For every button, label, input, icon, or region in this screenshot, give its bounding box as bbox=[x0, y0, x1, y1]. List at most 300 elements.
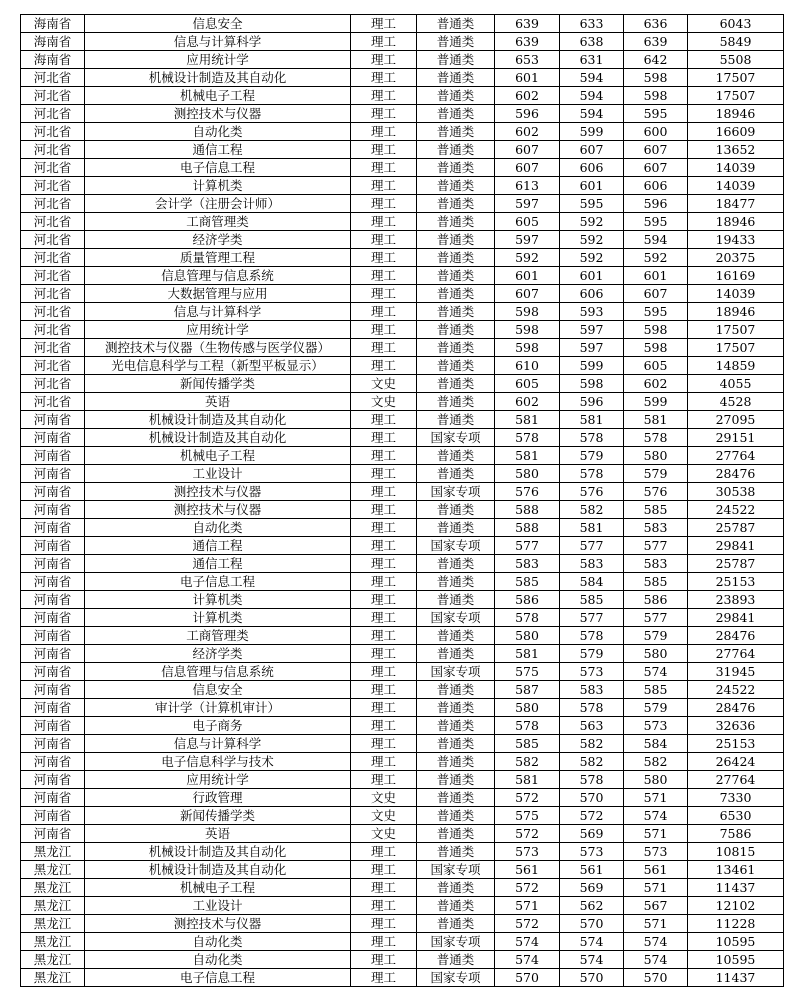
subject-type-cell: 理工 bbox=[351, 627, 417, 645]
admission-category-cell: 普通类 bbox=[417, 951, 495, 969]
subject-type-cell: 理工 bbox=[351, 771, 417, 789]
min-rank-cell: 14039 bbox=[688, 285, 784, 303]
subject-type-cell: 理工 bbox=[351, 861, 417, 879]
table-row bbox=[21, 519, 784, 537]
province-cell: 河北省 bbox=[21, 159, 85, 177]
min-rank-cell: 27764 bbox=[688, 771, 784, 789]
admission-category-cell: 普通类 bbox=[417, 375, 495, 393]
subject-type-cell: 理工 bbox=[351, 267, 417, 285]
major-cell: 自动化类 bbox=[85, 951, 351, 969]
table-row bbox=[21, 177, 784, 195]
max-score-cell: 605 bbox=[495, 213, 560, 231]
major-cell: 信息管理与信息系统 bbox=[85, 267, 351, 285]
table-row bbox=[21, 33, 784, 51]
province-cell: 河南省 bbox=[21, 519, 85, 537]
admission-category-cell: 普通类 bbox=[417, 915, 495, 933]
major-cell: 大数据管理与应用 bbox=[85, 285, 351, 303]
max-score-cell: 601 bbox=[495, 267, 560, 285]
max-score-cell: 602 bbox=[495, 123, 560, 141]
min-rank-cell: 26424 bbox=[688, 753, 784, 771]
max-score-cell: 580 bbox=[495, 465, 560, 483]
admission-category-cell: 普通类 bbox=[417, 51, 495, 69]
table-row bbox=[21, 213, 784, 231]
table-row bbox=[21, 735, 784, 753]
province-cell: 黑龙江 bbox=[21, 969, 85, 987]
max-score-cell: 601 bbox=[495, 69, 560, 87]
subject-type-cell: 理工 bbox=[351, 33, 417, 51]
avg-score-cell: 598 bbox=[624, 339, 688, 357]
major-cell: 测控技术与仪器 bbox=[85, 105, 351, 123]
table-row bbox=[21, 141, 784, 159]
subject-type-cell: 理工 bbox=[351, 501, 417, 519]
province-cell: 河北省 bbox=[21, 141, 85, 159]
subject-type-cell: 理工 bbox=[351, 537, 417, 555]
admission-category-cell: 普通类 bbox=[417, 213, 495, 231]
major-cell: 测控技术与仪器（生物传感与医学仪器） bbox=[85, 339, 351, 357]
min-rank-cell: 13652 bbox=[688, 141, 784, 159]
table-row bbox=[21, 879, 784, 897]
major-cell: 自动化类 bbox=[85, 123, 351, 141]
table-row bbox=[21, 15, 784, 33]
admission-category-cell: 国家专项 bbox=[417, 861, 495, 879]
major-cell: 机械设计制造及其自动化 bbox=[85, 69, 351, 87]
major-cell: 工商管理类 bbox=[85, 627, 351, 645]
max-score-cell: 586 bbox=[495, 591, 560, 609]
avg-score-cell: 574 bbox=[624, 951, 688, 969]
table-row bbox=[21, 789, 784, 807]
avg-score-cell: 576 bbox=[624, 483, 688, 501]
admission-category-cell: 普通类 bbox=[417, 519, 495, 537]
province-cell: 河北省 bbox=[21, 87, 85, 105]
table-row bbox=[21, 411, 784, 429]
max-score-cell: 581 bbox=[495, 411, 560, 429]
min-rank-cell: 30538 bbox=[688, 483, 784, 501]
major-cell: 自动化类 bbox=[85, 519, 351, 537]
admission-category-cell: 普通类 bbox=[417, 645, 495, 663]
min-score-cell: 633 bbox=[560, 15, 624, 33]
admission-category-cell: 普通类 bbox=[417, 69, 495, 87]
max-score-cell: 572 bbox=[495, 879, 560, 897]
min-rank-cell: 19433 bbox=[688, 231, 784, 249]
subject-type-cell: 理工 bbox=[351, 591, 417, 609]
table-row bbox=[21, 105, 784, 123]
admission-score-table-container bbox=[20, 14, 784, 987]
subject-type-cell: 理工 bbox=[351, 15, 417, 33]
avg-score-cell: 567 bbox=[624, 897, 688, 915]
avg-score-cell: 580 bbox=[624, 645, 688, 663]
avg-score-cell: 598 bbox=[624, 87, 688, 105]
table-row bbox=[21, 897, 784, 915]
subject-type-cell: 理工 bbox=[351, 699, 417, 717]
subject-type-cell: 理工 bbox=[351, 681, 417, 699]
admission-category-cell: 普通类 bbox=[417, 177, 495, 195]
admission-category-cell: 普通类 bbox=[417, 87, 495, 105]
subject-type-cell: 文史 bbox=[351, 807, 417, 825]
max-score-cell: 607 bbox=[495, 285, 560, 303]
avg-score-cell: 592 bbox=[624, 249, 688, 267]
admission-category-cell: 普通类 bbox=[417, 195, 495, 213]
admission-category-cell: 普通类 bbox=[417, 825, 495, 843]
max-score-cell: 587 bbox=[495, 681, 560, 699]
province-cell: 河南省 bbox=[21, 483, 85, 501]
province-cell: 黑龙江 bbox=[21, 843, 85, 861]
min-score-cell: 581 bbox=[560, 411, 624, 429]
province-cell: 黑龙江 bbox=[21, 951, 85, 969]
province-cell: 河北省 bbox=[21, 105, 85, 123]
max-score-cell: 573 bbox=[495, 843, 560, 861]
min-score-cell: 599 bbox=[560, 357, 624, 375]
admission-category-cell: 普通类 bbox=[417, 321, 495, 339]
subject-type-cell: 理工 bbox=[351, 231, 417, 249]
min-score-cell: 592 bbox=[560, 249, 624, 267]
subject-type-cell: 理工 bbox=[351, 969, 417, 987]
min-score-cell: 638 bbox=[560, 33, 624, 51]
subject-type-cell: 理工 bbox=[351, 573, 417, 591]
max-score-cell: 576 bbox=[495, 483, 560, 501]
avg-score-cell: 577 bbox=[624, 609, 688, 627]
province-cell: 河南省 bbox=[21, 573, 85, 591]
min-score-cell: 592 bbox=[560, 213, 624, 231]
min-score-cell: 572 bbox=[560, 807, 624, 825]
avg-score-cell: 574 bbox=[624, 663, 688, 681]
min-score-cell: 578 bbox=[560, 627, 624, 645]
table-row bbox=[21, 321, 784, 339]
major-cell: 电子信息科学与技术 bbox=[85, 753, 351, 771]
min-rank-cell: 25787 bbox=[688, 519, 784, 537]
subject-type-cell: 理工 bbox=[351, 951, 417, 969]
admission-category-cell: 普通类 bbox=[417, 33, 495, 51]
min-rank-cell: 32636 bbox=[688, 717, 784, 735]
major-cell: 应用统计学 bbox=[85, 51, 351, 69]
province-cell: 黑龙江 bbox=[21, 933, 85, 951]
avg-score-cell: 636 bbox=[624, 15, 688, 33]
avg-score-cell: 600 bbox=[624, 123, 688, 141]
avg-score-cell: 585 bbox=[624, 681, 688, 699]
avg-score-cell: 571 bbox=[624, 789, 688, 807]
min-score-cell: 562 bbox=[560, 897, 624, 915]
avg-score-cell: 639 bbox=[624, 33, 688, 51]
min-score-cell: 597 bbox=[560, 339, 624, 357]
table-row bbox=[21, 591, 784, 609]
avg-score-cell: 598 bbox=[624, 321, 688, 339]
table-row bbox=[21, 375, 784, 393]
subject-type-cell: 理工 bbox=[351, 717, 417, 735]
subject-type-cell: 理工 bbox=[351, 339, 417, 357]
max-score-cell: 605 bbox=[495, 375, 560, 393]
subject-type-cell: 理工 bbox=[351, 519, 417, 537]
major-cell: 测控技术与仪器 bbox=[85, 483, 351, 501]
province-cell: 河北省 bbox=[21, 195, 85, 213]
admission-category-cell: 普通类 bbox=[417, 15, 495, 33]
avg-score-cell: 586 bbox=[624, 591, 688, 609]
table-row bbox=[21, 645, 784, 663]
max-score-cell: 607 bbox=[495, 159, 560, 177]
min-rank-cell: 31945 bbox=[688, 663, 784, 681]
min-rank-cell: 25153 bbox=[688, 735, 784, 753]
avg-score-cell: 606 bbox=[624, 177, 688, 195]
min-score-cell: 598 bbox=[560, 375, 624, 393]
min-rank-cell: 27764 bbox=[688, 645, 784, 663]
table-row bbox=[21, 825, 784, 843]
table-row bbox=[21, 123, 784, 141]
avg-score-cell: 579 bbox=[624, 699, 688, 717]
avg-score-cell: 577 bbox=[624, 537, 688, 555]
max-score-cell: 581 bbox=[495, 645, 560, 663]
province-cell: 河南省 bbox=[21, 501, 85, 519]
table-row bbox=[21, 195, 784, 213]
major-cell: 电子商务 bbox=[85, 717, 351, 735]
avg-score-cell: 578 bbox=[624, 429, 688, 447]
max-score-cell: 610 bbox=[495, 357, 560, 375]
max-score-cell: 639 bbox=[495, 33, 560, 51]
admission-category-cell: 普通类 bbox=[417, 231, 495, 249]
min-rank-cell: 17507 bbox=[688, 69, 784, 87]
subject-type-cell: 理工 bbox=[351, 69, 417, 87]
admission-category-cell: 普通类 bbox=[417, 285, 495, 303]
table-row bbox=[21, 69, 784, 87]
admission-category-cell: 普通类 bbox=[417, 789, 495, 807]
major-cell: 机械设计制造及其自动化 bbox=[85, 429, 351, 447]
subject-type-cell: 理工 bbox=[351, 51, 417, 69]
min-score-cell: 594 bbox=[560, 105, 624, 123]
major-cell: 质量管理工程 bbox=[85, 249, 351, 267]
min-score-cell: 563 bbox=[560, 717, 624, 735]
min-rank-cell: 10595 bbox=[688, 933, 784, 951]
avg-score-cell: 607 bbox=[624, 141, 688, 159]
subject-type-cell: 理工 bbox=[351, 321, 417, 339]
avg-score-cell: 574 bbox=[624, 933, 688, 951]
min-score-cell: 582 bbox=[560, 501, 624, 519]
min-score-cell: 577 bbox=[560, 537, 624, 555]
avg-score-cell: 595 bbox=[624, 303, 688, 321]
avg-score-cell: 561 bbox=[624, 861, 688, 879]
min-score-cell: 570 bbox=[560, 789, 624, 807]
major-cell: 应用统计学 bbox=[85, 771, 351, 789]
subject-type-cell: 理工 bbox=[351, 213, 417, 231]
subject-type-cell: 理工 bbox=[351, 195, 417, 213]
min-score-cell: 606 bbox=[560, 159, 624, 177]
min-score-cell: 569 bbox=[560, 879, 624, 897]
major-cell: 机械设计制造及其自动化 bbox=[85, 411, 351, 429]
major-cell: 电子信息工程 bbox=[85, 969, 351, 987]
table-row bbox=[21, 249, 784, 267]
admission-category-cell: 普通类 bbox=[417, 159, 495, 177]
admission-category-cell: 普通类 bbox=[417, 357, 495, 375]
avg-score-cell: 583 bbox=[624, 519, 688, 537]
major-cell: 电子信息工程 bbox=[85, 573, 351, 591]
min-rank-cell: 4055 bbox=[688, 375, 784, 393]
major-cell: 测控技术与仪器 bbox=[85, 501, 351, 519]
subject-type-cell: 理工 bbox=[351, 933, 417, 951]
province-cell: 河南省 bbox=[21, 645, 85, 663]
subject-type-cell: 理工 bbox=[351, 609, 417, 627]
avg-score-cell: 571 bbox=[624, 825, 688, 843]
min-score-cell: 569 bbox=[560, 825, 624, 843]
table-row bbox=[21, 573, 784, 591]
min-score-cell: 594 bbox=[560, 87, 624, 105]
table-row bbox=[21, 537, 784, 555]
table-row bbox=[21, 627, 784, 645]
province-cell: 河南省 bbox=[21, 825, 85, 843]
major-cell: 信息与计算科学 bbox=[85, 303, 351, 321]
min-rank-cell: 29151 bbox=[688, 429, 784, 447]
table-row bbox=[21, 357, 784, 375]
min-rank-cell: 13461 bbox=[688, 861, 784, 879]
avg-score-cell: 598 bbox=[624, 69, 688, 87]
subject-type-cell: 理工 bbox=[351, 357, 417, 375]
admission-category-cell: 普通类 bbox=[417, 447, 495, 465]
min-score-cell: 607 bbox=[560, 141, 624, 159]
province-cell: 河南省 bbox=[21, 753, 85, 771]
min-rank-cell: 6530 bbox=[688, 807, 784, 825]
admission-category-cell: 普通类 bbox=[417, 267, 495, 285]
province-cell: 河南省 bbox=[21, 771, 85, 789]
avg-score-cell: 570 bbox=[624, 969, 688, 987]
min-score-cell: 578 bbox=[560, 771, 624, 789]
province-cell: 河北省 bbox=[21, 69, 85, 87]
province-cell: 河北省 bbox=[21, 267, 85, 285]
table-row bbox=[21, 429, 784, 447]
min-rank-cell: 11437 bbox=[688, 969, 784, 987]
admission-category-cell: 普通类 bbox=[417, 807, 495, 825]
max-score-cell: 574 bbox=[495, 933, 560, 951]
min-rank-cell: 16609 bbox=[688, 123, 784, 141]
table-row bbox=[21, 951, 784, 969]
avg-score-cell: 602 bbox=[624, 375, 688, 393]
min-rank-cell: 29841 bbox=[688, 537, 784, 555]
max-score-cell: 585 bbox=[495, 735, 560, 753]
max-score-cell: 653 bbox=[495, 51, 560, 69]
table-row bbox=[21, 609, 784, 627]
subject-type-cell: 文史 bbox=[351, 393, 417, 411]
major-cell: 信息安全 bbox=[85, 681, 351, 699]
major-cell: 新闻传播学类 bbox=[85, 807, 351, 825]
province-cell: 河北省 bbox=[21, 213, 85, 231]
max-score-cell: 588 bbox=[495, 519, 560, 537]
max-score-cell: 572 bbox=[495, 915, 560, 933]
province-cell: 河北省 bbox=[21, 177, 85, 195]
table-row bbox=[21, 285, 784, 303]
major-cell: 计算机类 bbox=[85, 591, 351, 609]
admission-category-cell: 普通类 bbox=[417, 339, 495, 357]
province-cell: 河南省 bbox=[21, 717, 85, 735]
table-row bbox=[21, 87, 784, 105]
min-rank-cell: 4528 bbox=[688, 393, 784, 411]
major-cell: 自动化类 bbox=[85, 933, 351, 951]
max-score-cell: 577 bbox=[495, 537, 560, 555]
min-rank-cell: 17507 bbox=[688, 339, 784, 357]
min-rank-cell: 24522 bbox=[688, 501, 784, 519]
max-score-cell: 598 bbox=[495, 339, 560, 357]
avg-score-cell: 595 bbox=[624, 105, 688, 123]
min-score-cell: 578 bbox=[560, 699, 624, 717]
max-score-cell: 580 bbox=[495, 627, 560, 645]
min-score-cell: 578 bbox=[560, 465, 624, 483]
province-cell: 河南省 bbox=[21, 663, 85, 681]
avg-score-cell: 573 bbox=[624, 717, 688, 735]
max-score-cell: 613 bbox=[495, 177, 560, 195]
admission-category-cell: 普通类 bbox=[417, 699, 495, 717]
subject-type-cell: 理工 bbox=[351, 645, 417, 663]
table-row bbox=[21, 915, 784, 933]
min-rank-cell: 27095 bbox=[688, 411, 784, 429]
province-cell: 河南省 bbox=[21, 537, 85, 555]
min-score-cell: 578 bbox=[560, 429, 624, 447]
min-rank-cell: 7330 bbox=[688, 789, 784, 807]
admission-category-cell: 普通类 bbox=[417, 555, 495, 573]
table-row bbox=[21, 861, 784, 879]
major-cell: 工业设计 bbox=[85, 465, 351, 483]
subject-type-cell: 理工 bbox=[351, 141, 417, 159]
subject-type-cell: 理工 bbox=[351, 123, 417, 141]
min-score-cell: 561 bbox=[560, 861, 624, 879]
min-rank-cell: 18946 bbox=[688, 213, 784, 231]
min-score-cell: 582 bbox=[560, 735, 624, 753]
province-cell: 黑龙江 bbox=[21, 861, 85, 879]
major-cell: 新闻传播学类 bbox=[85, 375, 351, 393]
avg-score-cell: 579 bbox=[624, 627, 688, 645]
province-cell: 海南省 bbox=[21, 51, 85, 69]
major-cell: 计算机类 bbox=[85, 609, 351, 627]
admission-score-table bbox=[20, 14, 784, 987]
major-cell: 电子信息工程 bbox=[85, 159, 351, 177]
province-cell: 河南省 bbox=[21, 465, 85, 483]
major-cell: 英语 bbox=[85, 825, 351, 843]
avg-score-cell: 642 bbox=[624, 51, 688, 69]
min-rank-cell: 29841 bbox=[688, 609, 784, 627]
major-cell: 信息安全 bbox=[85, 15, 351, 33]
subject-type-cell: 理工 bbox=[351, 249, 417, 267]
table-row bbox=[21, 501, 784, 519]
min-rank-cell: 25153 bbox=[688, 573, 784, 591]
min-score-cell: 574 bbox=[560, 951, 624, 969]
province-cell: 河南省 bbox=[21, 429, 85, 447]
province-cell: 黑龙江 bbox=[21, 879, 85, 897]
admission-category-cell: 国家专项 bbox=[417, 537, 495, 555]
admission-category-cell: 国家专项 bbox=[417, 969, 495, 987]
avg-score-cell: 583 bbox=[624, 555, 688, 573]
min-rank-cell: 14039 bbox=[688, 159, 784, 177]
subject-type-cell: 理工 bbox=[351, 897, 417, 915]
province-cell: 河北省 bbox=[21, 123, 85, 141]
avg-score-cell: 599 bbox=[624, 393, 688, 411]
max-score-cell: 581 bbox=[495, 447, 560, 465]
table-body bbox=[21, 15, 784, 987]
max-score-cell: 597 bbox=[495, 231, 560, 249]
admission-category-cell: 普通类 bbox=[417, 465, 495, 483]
max-score-cell: 571 bbox=[495, 897, 560, 915]
admission-category-cell: 普通类 bbox=[417, 573, 495, 591]
admission-category-cell: 普通类 bbox=[417, 141, 495, 159]
max-score-cell: 574 bbox=[495, 951, 560, 969]
min-rank-cell: 16169 bbox=[688, 267, 784, 285]
min-rank-cell: 11228 bbox=[688, 915, 784, 933]
province-cell: 河南省 bbox=[21, 447, 85, 465]
major-cell: 工商管理类 bbox=[85, 213, 351, 231]
admission-category-cell: 普通类 bbox=[417, 879, 495, 897]
max-score-cell: 572 bbox=[495, 825, 560, 843]
province-cell: 河南省 bbox=[21, 591, 85, 609]
major-cell: 应用统计学 bbox=[85, 321, 351, 339]
min-rank-cell: 10815 bbox=[688, 843, 784, 861]
avg-score-cell: 574 bbox=[624, 807, 688, 825]
min-score-cell: 601 bbox=[560, 177, 624, 195]
min-rank-cell: 6043 bbox=[688, 15, 784, 33]
admission-category-cell: 普通类 bbox=[417, 249, 495, 267]
max-score-cell: 561 bbox=[495, 861, 560, 879]
admission-category-cell: 国家专项 bbox=[417, 483, 495, 501]
subject-type-cell: 文史 bbox=[351, 789, 417, 807]
